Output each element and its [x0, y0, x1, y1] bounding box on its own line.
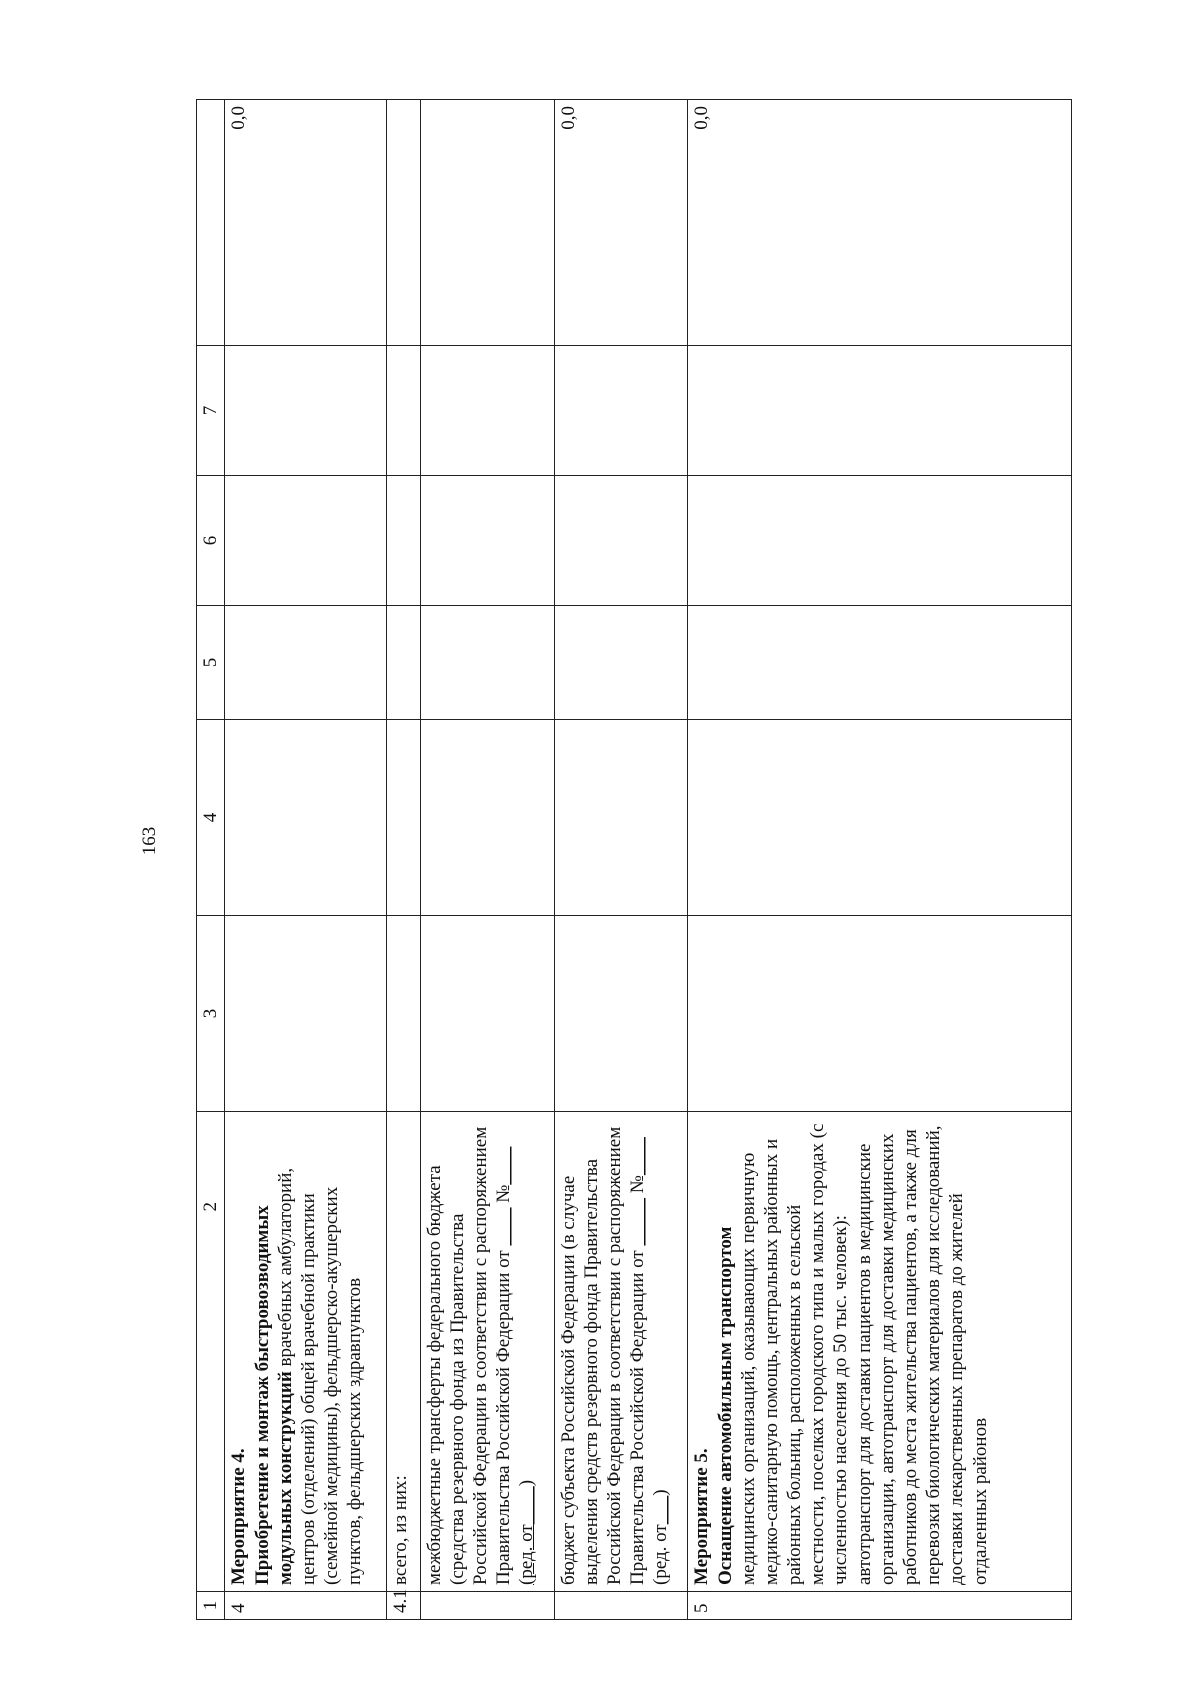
cell-6 — [420, 476, 554, 606]
row-text: врачебных амбулаторий, центров (отделений) общей врачебной практики (семейной медицины), фельдшерско-акушерских пунктов, фельдшерских здравпунктов — [274, 1167, 366, 1585]
cell-4 — [688, 720, 1072, 916]
cell-5 — [387, 606, 420, 720]
close-paren: ) — [516, 1479, 538, 1487]
row-text: бюджет субъекта Российской Федерации (в случае выделения средств резервного фонда Правительства Российской Федерации в соответствии с распоряжением Правительства Российской Федерации от — [557, 1126, 649, 1585]
cell-7 — [387, 346, 420, 476]
row-value — [387, 100, 420, 346]
cell-6 — [688, 476, 1072, 606]
header-col-1: 1 — [197, 1592, 225, 1620]
table-row — [225, 100, 387, 1620]
row-bold-text: Приобретение и монтаж быстровозводимых модульных конструкций — [251, 1205, 296, 1585]
cell-5 — [688, 606, 1072, 720]
funding-table — [196, 99, 1072, 1620]
row-text: медицинских организаций, оказывающих первичную медико-санитарную помощь, центральных районных и районных больниц, расположенных в сельской местности, поселках городского типа и малых городах (с численностью населения до 50 тыс. человек): автотранспорт для доставки пациентов в медицинские организации, автотранспорт для доставки медицинских работников до места жительства пациентов, а также для перевозки биологических материалов для исследований, доставки лекарственных препаратов до жителей отдаленных районов — [737, 1123, 991, 1585]
cell-7 — [554, 346, 688, 476]
cell-3 — [420, 916, 554, 1112]
row-title: Мероприятие 5. — [691, 1448, 713, 1585]
header-col-2: 2 — [197, 1112, 225, 1592]
row-description — [420, 1112, 554, 1592]
blank-date: ____ — [493, 1207, 515, 1246]
row-value: 0,0 — [225, 100, 387, 346]
cell-5 — [225, 606, 387, 720]
cell-3 — [225, 916, 387, 1112]
page-number: 163 — [139, 826, 160, 856]
header-col-7: 7 — [197, 346, 225, 476]
row-value — [420, 100, 554, 346]
cell-5 — [554, 606, 688, 720]
blank-number: ____ — [493, 1146, 515, 1185]
row-value: 0,0 — [554, 100, 688, 346]
header-col-4: 4 — [197, 720, 225, 916]
row-bold-text: Оснащение автомобильным транспортом — [714, 1226, 736, 1585]
number-label: № — [627, 1175, 649, 1194]
table-rotation-wrapper — [196, 100, 1072, 1620]
close-paren: ) — [650, 1489, 672, 1496]
row-text: межбюджетные трансферты федерального бюджета (средства резервного фонда из Правительства Российской Федерации в соответствии с распоряжением Правительства Российской Федерации от — [423, 1126, 515, 1585]
row-number — [420, 1592, 554, 1620]
cell-7 — [225, 346, 387, 476]
cell-7 — [688, 346, 1072, 476]
row-title: Мероприятие 4. — [228, 1448, 250, 1585]
cell-4 — [554, 720, 688, 916]
header-col-3: 3 — [197, 916, 225, 1112]
blank-number: ____ — [627, 1137, 649, 1176]
header-col-8 — [197, 100, 225, 346]
header-col-5: 5 — [197, 606, 225, 720]
table-row — [688, 100, 1072, 1620]
table-row — [554, 100, 688, 1620]
cell-6 — [225, 476, 387, 606]
row-value: 0,0 — [688, 100, 1072, 346]
edition-label: (ред. от — [516, 1524, 538, 1585]
cell-4 — [387, 720, 420, 916]
header-col-6: 6 — [197, 476, 225, 606]
blank-edition: ____ — [516, 1486, 538, 1525]
row-description: всего, из них: — [387, 1112, 420, 1592]
cell-4 — [225, 720, 387, 916]
row-number — [554, 1592, 688, 1620]
cell-5 — [420, 606, 554, 720]
cell-3 — [554, 916, 688, 1112]
blank-date: _____ — [627, 1198, 649, 1246]
cell-6 — [387, 476, 420, 606]
table-header-row — [197, 100, 225, 1620]
cell-7 — [420, 346, 554, 476]
row-description — [554, 1112, 688, 1592]
row-description — [688, 1112, 1072, 1592]
table-row — [420, 100, 554, 1620]
cell-3 — [688, 916, 1072, 1112]
table-row — [387, 100, 420, 1620]
cell-4 — [420, 720, 554, 916]
row-number: 4.1 — [387, 1592, 420, 1620]
blank-edition: ___ — [650, 1495, 672, 1525]
cell-6 — [554, 476, 688, 606]
cell-3 — [387, 916, 420, 1112]
row-description — [225, 1112, 387, 1592]
edition-label: (ред. от — [650, 1524, 672, 1585]
row-number: 4 — [225, 1592, 387, 1620]
row-number: 5 — [688, 1592, 1072, 1620]
number-label: № — [493, 1184, 515, 1203]
